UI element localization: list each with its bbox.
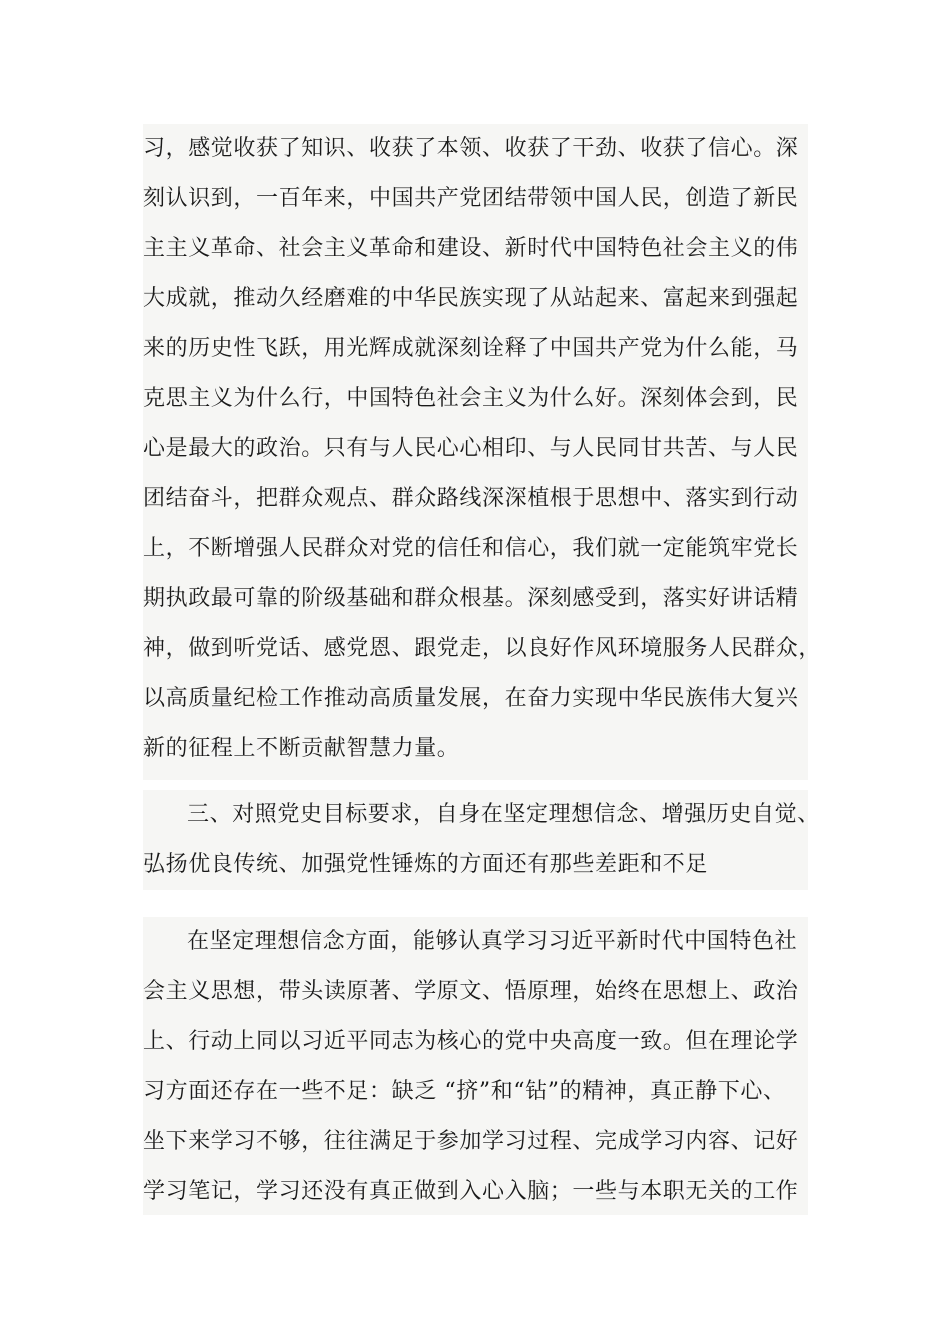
text-line: 上、行动上同以习近平同志为核心的党中央高度一致。但在理论学 <box>143 1029 799 1054</box>
text-line: 刻认识到，一百年来，中国共产党团结带领中国人民，创造了新民 <box>143 186 799 211</box>
text-line: 心是最大的政治。只有与人民心心相印、与人民同甘共苦、与人民 <box>143 436 799 461</box>
heading-line: 弘扬优良传统、加强党性锤炼的方面还有那些差距和不足 <box>143 852 709 877</box>
text-line: 团结奋斗，把群众观点、群众路线深深植根于思想中、落实到行动 <box>143 486 799 511</box>
text-line: 神，做到听党话、感党恩、跟党走，以良好作风环境服务人民群众， <box>143 636 822 661</box>
text-line: 会主义思想，带头读原著、学原文、悟原理，始终在思想上、政治 <box>143 979 799 1004</box>
text-line: 新的征程上不断贡献智慧力量。 <box>143 736 460 761</box>
text-line: 坐下来学习不够，往往满足于参加学习过程、完成学习内容、记好 <box>143 1129 799 1154</box>
text-line: 在坚定理想信念方面，能够认真学习习近平新时代中国特色社 <box>187 929 798 954</box>
section-heading <box>143 790 820 890</box>
text-line: 以高质量纪检工作推动高质量发展，在奋力实现中华民族伟大复兴 <box>143 686 799 711</box>
text-line: 克思主义为什么行，中国特色社会主义为什么好。深刻体会到，民 <box>143 386 799 411</box>
text-line: 上，不断增强人民群众对党的信任和信心，我们就一定能筑牢党长 <box>143 536 799 561</box>
heading-line: 三、对照党史目标要求，自身在坚定理想信念、增强历史自觉、 <box>187 802 820 827</box>
text-line: 习，感觉收获了知识、收获了本领、收获了干劲、收获了信心。深 <box>143 136 799 161</box>
text-line: 大成就，推动久经磨难的中华民族实现了从站起来、富起来到强起 <box>143 286 799 311</box>
text-line: 习方面还存在一些不足：缺乏 “挤”和“钻”的精神，真正静下心、 <box>143 1079 786 1104</box>
text-line: 学习笔记，学习还没有真正做到入心入脑；一些与本职无关的工作 <box>143 1179 799 1204</box>
paragraph-reflection <box>143 124 822 780</box>
text-line: 期执政最可靠的阶级基础和群众根基。深刻感受到，落实好讲话精 <box>143 586 799 611</box>
text-line: 来的历史性飞跃，用光辉成就深刻诠释了中国共产党为什么能，马 <box>143 336 799 361</box>
paragraph-ideals <box>143 917 808 1215</box>
text-line: 主主义革命、社会主义革命和建设、新时代中国特色社会主义的伟 <box>143 236 799 261</box>
